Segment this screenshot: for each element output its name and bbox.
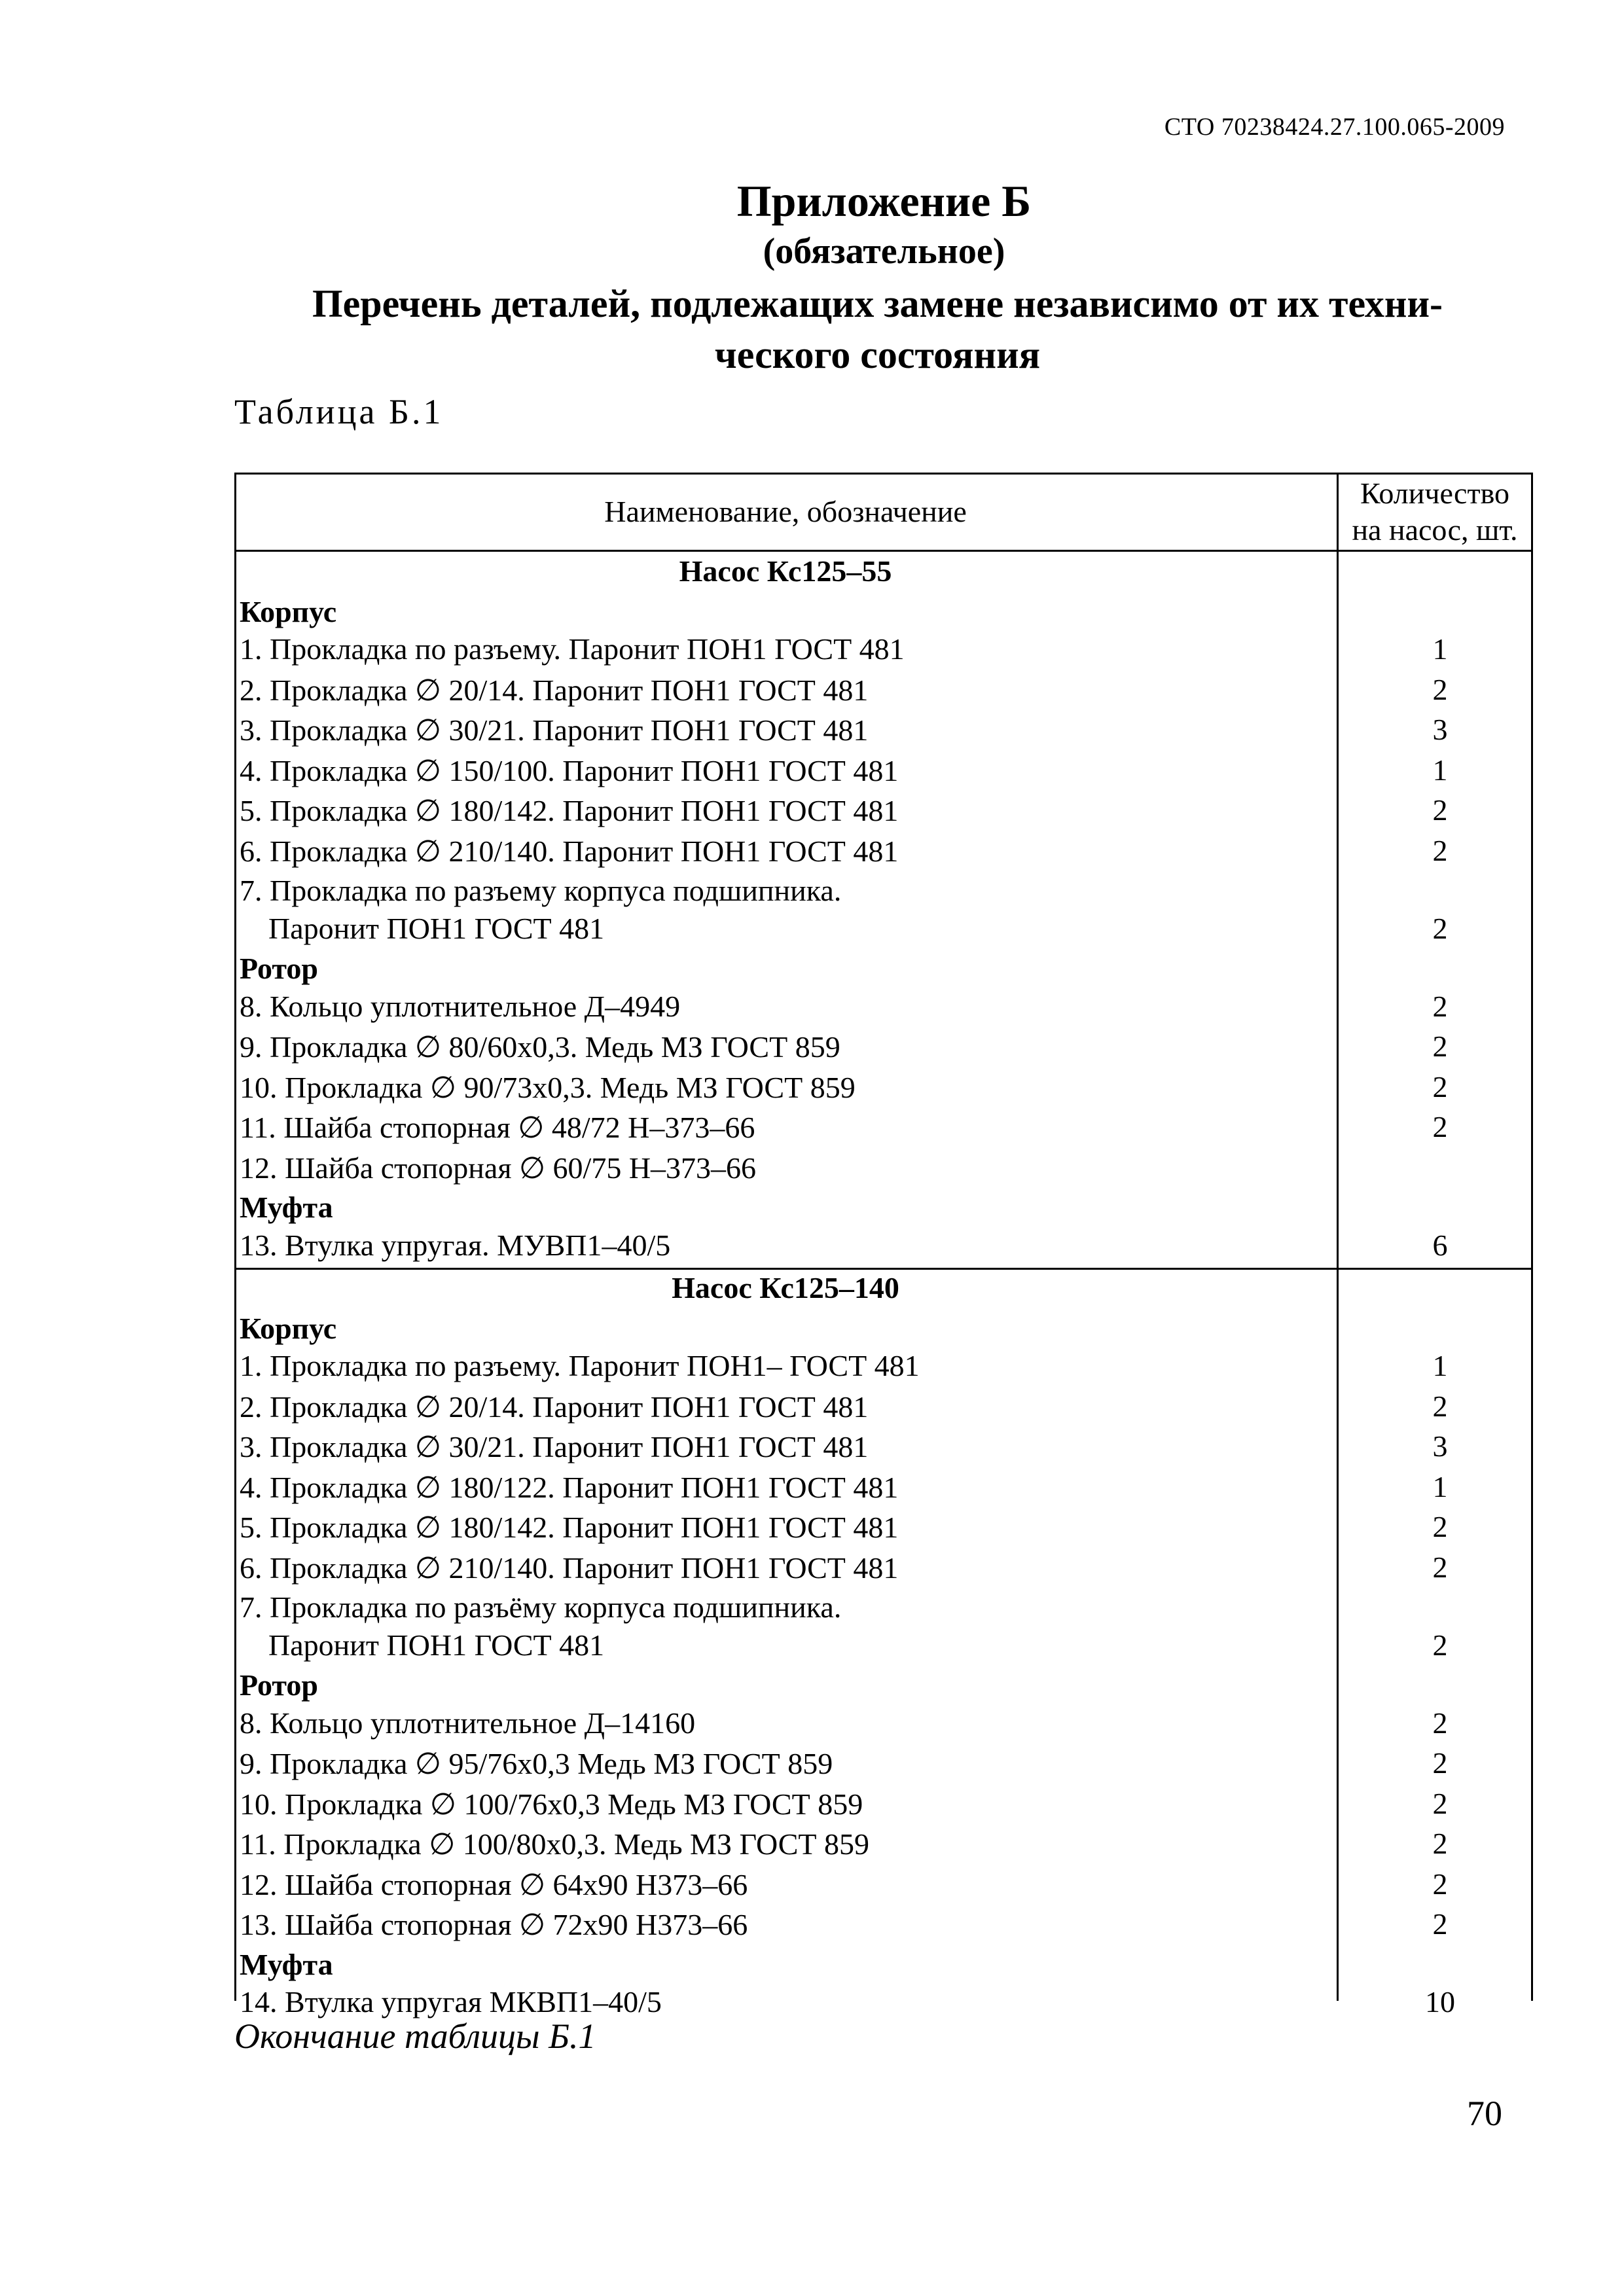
part-quantity: 2 (1432, 1510, 1448, 1543)
part-quantity: 2 (1432, 1030, 1448, 1063)
part-name: 11. Прокладка ∅ 100/80х0,3. Медь МЗ ГОСТ 859 (240, 1827, 870, 1861)
column-header-name: Наименование, обозначение (604, 495, 967, 528)
appendix-title: Приложение Б (736, 176, 1032, 226)
part-quantity: 1 (1432, 1469, 1448, 1503)
part-name: 8. Кольцо уплотнительное Д–14160 (240, 1706, 696, 1740)
group-heading: Корпус (240, 1311, 337, 1345)
part-name: 10. Прокладка ∅ 90/73х0,3. Медь МЗ ГОСТ 859 (240, 1070, 856, 1104)
part-quantity: 2 (1432, 1827, 1448, 1860)
page-number: 70 (1467, 2094, 1502, 2133)
group-heading: Ротор (240, 952, 318, 985)
column-header-quantity (1339, 475, 1531, 548)
part-quantity: 1 (1432, 753, 1448, 787)
part-name: 13. Шайба стопорная ∅ 72х90 Н373–66 (240, 1908, 748, 1941)
part-quantity: 2 (1432, 1389, 1448, 1423)
part-quantity: 2 (1432, 1786, 1448, 1820)
part-name: 11. Шайба стопорная ∅ 48/72 Н–373–66 (240, 1111, 755, 1144)
part-quantity: 3 (1432, 1429, 1448, 1463)
part-quantity: 2 (1432, 833, 1448, 867)
column-header-quantity-line1: Количество (1360, 476, 1509, 510)
part-name: 12. Шайба стопорная ∅ 64х90 Н373–66 (240, 1867, 748, 1901)
part-name: 3. Прокладка ∅ 30/21. Паронит ПОН1 ГОСТ 481 (240, 713, 869, 747)
part-name: 1. Прокладка по разъему. Паронит ПОН1 ГОСТ 481 (240, 632, 905, 666)
part-quantity: 1 (1432, 1349, 1448, 1382)
table-label: Таблица Б.1 (234, 392, 444, 431)
part-name: 4. Прокладка ∅ 150/100. Паронит ПОН1 ГОСТ 481 (240, 753, 899, 787)
appendix-heading (65, 278, 1624, 380)
part-quantity: 2 (1432, 1867, 1448, 1901)
parts-table (234, 473, 1533, 2018)
part-quantity: 2 (1432, 911, 1448, 945)
part-name: 8. Кольцо уплотнительное Д–4949 (240, 989, 681, 1023)
document-code: СТО 70238424.27.100.065-2009 (1164, 113, 1505, 141)
part-name: 12. Шайба стопорная ∅ 60/75 Н–373–66 (240, 1151, 757, 1185)
part-name: 6. Прокладка ∅ 210/140. Паронит ПОН1 ГОСТ 481 (240, 834, 899, 868)
pump-section-title: Насос Кс125–140 (672, 1271, 899, 1304)
part-quantity: 6 (1432, 1228, 1448, 1262)
table-header-divider (234, 550, 1533, 552)
part-quantity: 2 (1432, 989, 1448, 1023)
appendix-heading-line1: Перечень деталей, подлежащих замене независимо от их техни- (312, 282, 1443, 325)
part-name: 2. Прокладка ∅ 20/14. Паронит ПОН1 ГОСТ 481 (240, 673, 869, 707)
part-name: 5. Прокладка ∅ 180/142. Паронит ПОН1 ГОСТ 481 (240, 794, 899, 827)
part-name: 1. Прокладка по разъему. Паронит ПОН1– ГОСТ 481 (240, 1349, 920, 1382)
part-quantity: 2 (1432, 793, 1448, 827)
part-quantity: 2 (1432, 1907, 1448, 1941)
column-header-quantity-line2: на насос, шт. (1352, 513, 1518, 547)
pump-section-title: Насос Кс125–55 (679, 554, 892, 588)
section-divider (234, 1268, 1533, 1270)
part-quantity: 2 (1432, 1746, 1448, 1780)
appendix-heading-line2: ческого состояния (714, 333, 1041, 376)
part-quantity: 2 (1432, 672, 1448, 706)
group-heading: Муфта (240, 1947, 333, 1981)
part-name: 10. Прокладка ∅ 100/76х0,3 Медь МЗ ГОСТ 859 (240, 1787, 863, 1821)
part-name: 14. Втулка упругая МКВП1–40/5 (240, 1985, 662, 2018)
appendix-subtitle: (обязательное) (763, 231, 1005, 272)
part-name: 4. Прокладка ∅ 180/122. Паронит ПОН1 ГОСТ 481 (240, 1470, 899, 1504)
table-continuation-note: Окончание таблицы Б.1 (234, 2017, 596, 2056)
part-quantity: 2 (1432, 1706, 1448, 1740)
part-quantity: 2 (1432, 1628, 1448, 1662)
part-name: 5. Прокладка ∅ 180/142. Паронит ПОН1 ГОСТ 481 (240, 1511, 899, 1544)
part-name: 2. Прокладка ∅ 20/14. Паронит ПОН1 ГОСТ 481 (240, 1390, 869, 1424)
part-quantity: 10 (1425, 1985, 1455, 2018)
part-quantity: 2 (1432, 1069, 1448, 1103)
part-quantity: 1 (1432, 632, 1448, 666)
part-name: 3. Прокладка ∅ 30/21. Паронит ПОН1 ГОСТ 481 (240, 1430, 869, 1463)
part-name: 13. Втулка упругая. МУВП1–40/5 (240, 1228, 671, 1262)
group-heading: Корпус (240, 594, 337, 628)
part-name: 7. Прокладка по разъёму корпуса подшипника. (240, 1590, 842, 1624)
table-border-left (234, 473, 236, 2001)
table-column-divider (1337, 473, 1339, 2001)
part-quantity: 2 (1432, 1550, 1448, 1584)
part-quantity: 2 (1432, 1110, 1448, 1143)
part-quantity: 3 (1432, 713, 1448, 746)
part-name: 7. Прокладка по разъему корпуса подшипника. (240, 874, 842, 907)
part-name: 6. Прокладка ∅ 210/140. Паронит ПОН1 ГОСТ 481 (240, 1551, 899, 1585)
part-name: 9. Прокладка ∅ 95/76х0,3 Медь МЗ ГОСТ 859 (240, 1747, 833, 1780)
group-heading: Ротор (240, 1668, 318, 1702)
part-name-continuation: Паронит ПОН1 ГОСТ 481 (268, 911, 605, 945)
group-heading: Муфта (240, 1191, 333, 1224)
part-name-continuation: Паронит ПОН1 ГОСТ 481 (268, 1628, 605, 1662)
part-name: 9. Прокладка ∅ 80/60х0,3. Медь МЗ ГОСТ 859 (240, 1030, 840, 1064)
